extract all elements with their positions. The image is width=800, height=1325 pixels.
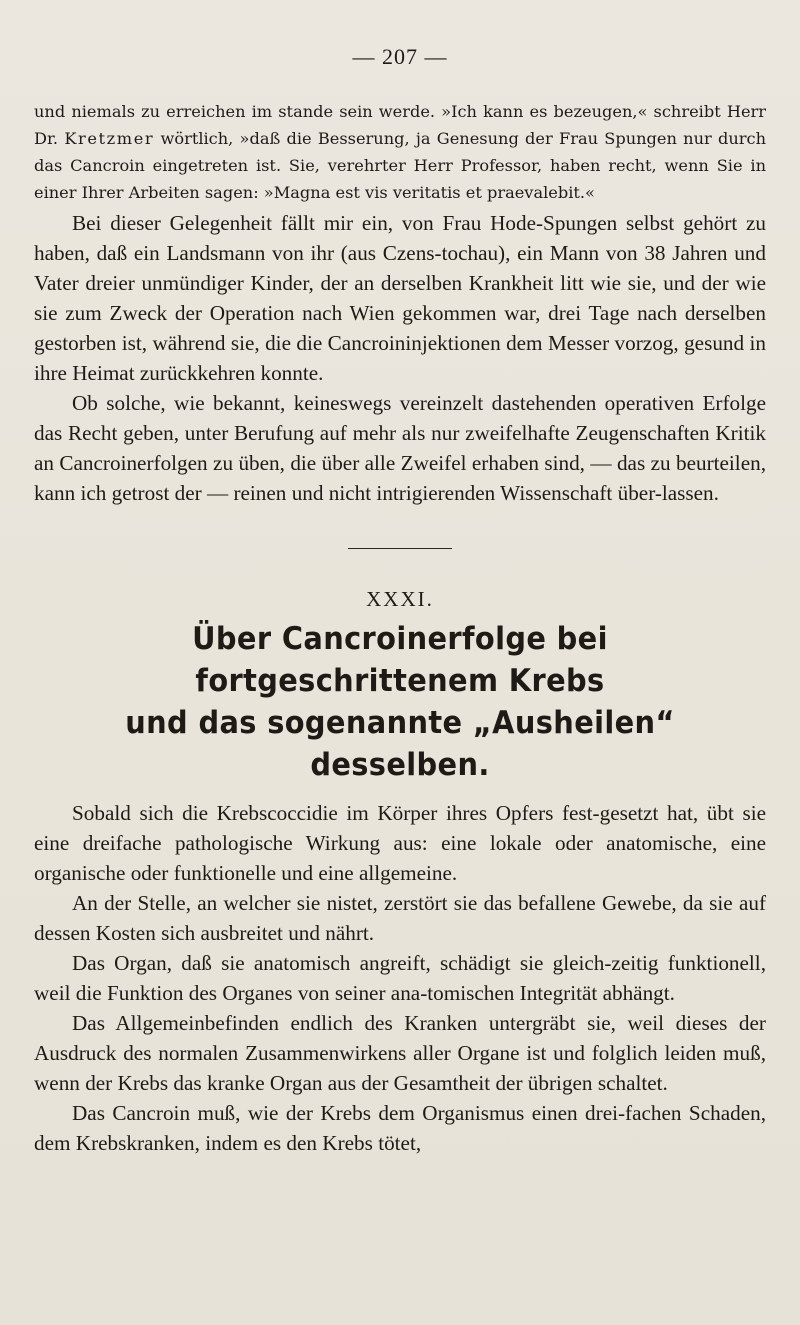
paragraph: Sobald sich die Krebscoccidie im Körper ihres Opfers fest-gesetzt hat, übt sie eine dreifache pathologische Wirkung aus: eine lokale oder anatomische, eine organische oder funktionelle und eine allgemeine. (34, 801, 766, 885)
paragraph: Das Organ, daß sie anatomisch angreift, schädigt sie gleich-zeitig funktionell, weil die Funktion des Organes von seiner ana-tomischen Integrität abhängt. (34, 951, 766, 1005)
paragraph: Ob solche, wie bekannt, keineswegs vereinzelt dastehenden operativen Erfolge das Recht geben, unter Berufung auf mehr als nur zweifelhafte Zeugenschaften Kritik an Cancroinerfolgen zu üben, die über alle Zweifel erhaben sind, — das zu beurteilen, kann ich getrost der — reinen und nicht intrigierenden Wissenschaft über-lassen. (34, 391, 766, 505)
paragraph: Das Cancroin muß, wie der Krebs dem Organismus einen drei-fachen Schaden, dem Krebskranken, indem es den Krebs tötet, (34, 1101, 766, 1155)
page-number: — 207 — (352, 44, 448, 69)
body-section-after (34, 798, 766, 1158)
chapter-heading-line-2: und das sogenannte „Ausheilen“ desselben. (125, 705, 675, 783)
paragraph: Das Allgemeinbefinden endlich des Kranken untergräbt sie, weil dieses der Ausdruck des normalen Zusammenwirkens aller Organe ist und folglich leiden muß, wenn der Krebs das kranke Organ aus der Gesamtheit der übrigen schaltet. (34, 1011, 766, 1095)
paragraph: An der Stelle, an welcher sie nistet, zerstört sie das befallene Gewebe, da sie auf dessen Kosten sich ausbreitet und nährt. (34, 891, 766, 945)
intro-line-1: und niemals zu erreichen im stande sein werde. »Ich kann es bezeugen,« (34, 102, 648, 121)
chapter-heading (60, 618, 741, 786)
intro-paragraph (34, 98, 766, 206)
section-divider (348, 548, 452, 549)
chapter-heading-line-1: Über Cancroinerfolge bei fortgeschrittenem Krebs (192, 621, 608, 699)
chapter-number: XXXI. (366, 587, 434, 611)
intro-text-post: wörtlich, »daß die Besserung, ja Genesung der Frau Spungen nur durch das Cancroin eingetreten ist. Sie, verehrter Herr Professor, haben recht, wenn Sie in einer Ihrer Arbeiten sagen: »Magna est vis veritatis et praevalebit.« (34, 129, 766, 202)
paragraph: Bei dieser Gelegenheit fällt mir ein, von Frau Hode-Spungen selbst gehört zu haben, daß ein Landsmann von ihr (aus Czens-tochau), ein Mann von 38 Jahren und Vater dreier unmündiger Kinder, der an derselben Krankheit litt wie sie, und der wie sie zum Zweck der Operation nach Wien gekommen war, drei Tage nach derselben gestorben ist, während sie, die die Cancroininjektionen dem Messer vorzog, gesund in ihre Heimat zurückkehren konnte. (34, 211, 766, 385)
author-name: Kretzmer (64, 129, 155, 148)
intro-text-pre: schreibt Herr Dr. (34, 102, 766, 148)
body-section-before (34, 208, 766, 508)
